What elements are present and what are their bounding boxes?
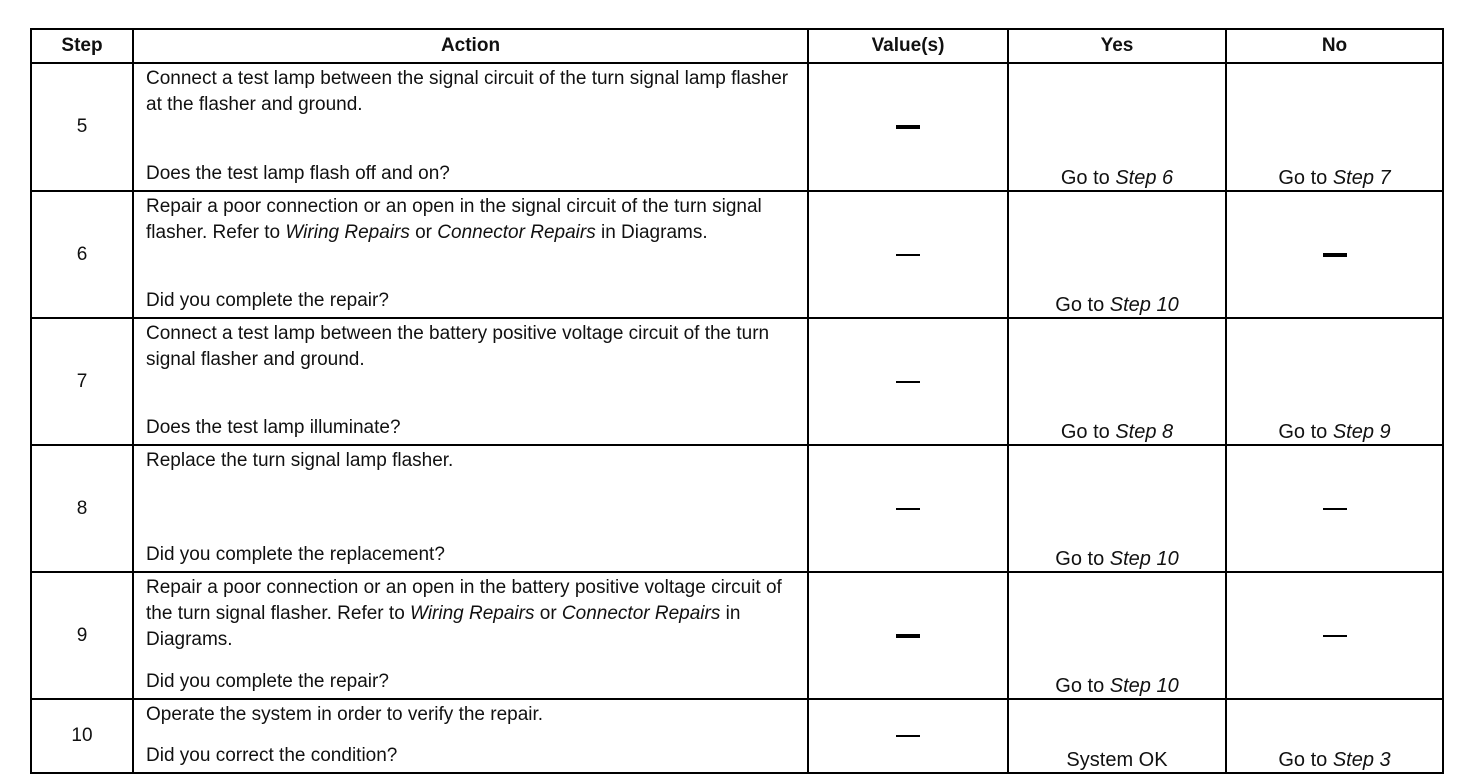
header-action: Action (133, 29, 808, 63)
header-row (31, 29, 1443, 63)
action-question: Did you complete the repair? (146, 290, 389, 311)
no-cell (1226, 318, 1443, 445)
dash-mark (896, 735, 920, 737)
no-cell (1226, 699, 1443, 773)
step-number: 9 (31, 572, 133, 699)
dash-mark (1323, 635, 1347, 637)
action-text: Connect a test lamp between the signal circuit of the turn signal lamp flasher at the flasher and ground. (146, 68, 789, 115)
action-cell (133, 572, 808, 699)
yes-step-link: Step 8 (1115, 421, 1174, 443)
diagnostic-table (30, 28, 1444, 774)
no-prefix: Go to (1278, 167, 1333, 189)
action-text: Replace the turn signal lamp flasher. (146, 450, 454, 471)
action-cell (133, 191, 808, 318)
no-cell (1226, 63, 1443, 191)
action-text: Operate the system in order to verify the repair. (146, 704, 544, 725)
yes-step-link: Step 10 (1109, 294, 1179, 316)
yes-cell (1008, 445, 1226, 572)
dash-mark (896, 125, 920, 129)
action-cell (133, 699, 808, 773)
action-text: Repair a poor connection or an open in the battery positive voltage circuit of the turn signal flasher. Refer to Wiring Repairs or Connector Repairs in Diagrams. (146, 577, 782, 650)
action-cell (133, 445, 808, 572)
no-cell (1226, 191, 1443, 318)
step-number: 8 (31, 445, 133, 572)
action-cell (133, 63, 808, 191)
table-row (31, 699, 1443, 773)
action-question: Did you complete the replacement? (146, 544, 445, 565)
dash-mark (896, 634, 920, 638)
step-number: 5 (31, 63, 133, 191)
action-question: Does the test lamp flash off and on? (146, 163, 450, 184)
no-step-link: Step 3 (1332, 749, 1391, 771)
no-cell (1226, 445, 1443, 572)
dash-mark (1323, 253, 1347, 257)
action-cell (133, 318, 808, 445)
value-cell (808, 699, 1008, 773)
yes-cell (1008, 699, 1226, 773)
table-row (31, 63, 1443, 191)
table-row (31, 191, 1443, 318)
step-number: 10 (31, 699, 133, 773)
value-cell (808, 63, 1008, 191)
yes-prefix: Go to (1055, 675, 1110, 697)
yes-prefix: Go to (1055, 548, 1110, 570)
yes-cell (1008, 572, 1226, 699)
yes-step-link: Step 10 (1109, 548, 1179, 570)
step-number: 7 (31, 318, 133, 445)
step-number: 6 (31, 191, 133, 318)
dash-mark (896, 508, 920, 510)
value-cell (808, 445, 1008, 572)
header-values: Value(s) (808, 29, 1008, 63)
value-cell (808, 572, 1008, 699)
yes-cell (1008, 318, 1226, 445)
yes-prefix: Go to (1060, 421, 1116, 443)
dash-mark (896, 381, 920, 383)
no-prefix: Go to (1278, 421, 1333, 443)
header-no: No (1226, 29, 1443, 63)
yes-cell (1008, 63, 1226, 191)
yes-prefix: Go to (1055, 294, 1110, 316)
action-text: Connect a test lamp between the battery positive voltage circuit of the turn signal flasher and ground. (146, 323, 770, 370)
no-step-link: Step 9 (1332, 421, 1391, 443)
value-cell (808, 318, 1008, 445)
yes-step-link: Step 10 (1109, 675, 1179, 697)
table-row (31, 572, 1443, 699)
value-cell (808, 191, 1008, 318)
no-step-link: Step 7 (1332, 167, 1391, 189)
no-cell (1226, 572, 1443, 699)
header-step: Step (31, 29, 133, 63)
yes-prefix: Go to (1060, 167, 1116, 189)
header-yes: Yes (1008, 29, 1226, 63)
table-row (31, 318, 1443, 445)
no-prefix: Go to (1278, 749, 1333, 771)
table-row (31, 445, 1443, 572)
yes-cell (1008, 191, 1226, 318)
action-question: Did you correct the condition? (146, 745, 398, 766)
yes-step-link: Step 6 (1115, 167, 1174, 189)
yes-status: System OK (1066, 749, 1168, 771)
dash-mark (896, 254, 920, 256)
dash-mark (1323, 508, 1347, 510)
action-question: Does the test lamp illuminate? (146, 417, 401, 438)
action-text: Repair a poor connection or an open in the signal circuit of the turn signal flasher. Refer to Wiring Repairs or Connector Repairs in Diagrams. (146, 196, 762, 243)
action-question: Did you complete the repair? (146, 671, 389, 692)
